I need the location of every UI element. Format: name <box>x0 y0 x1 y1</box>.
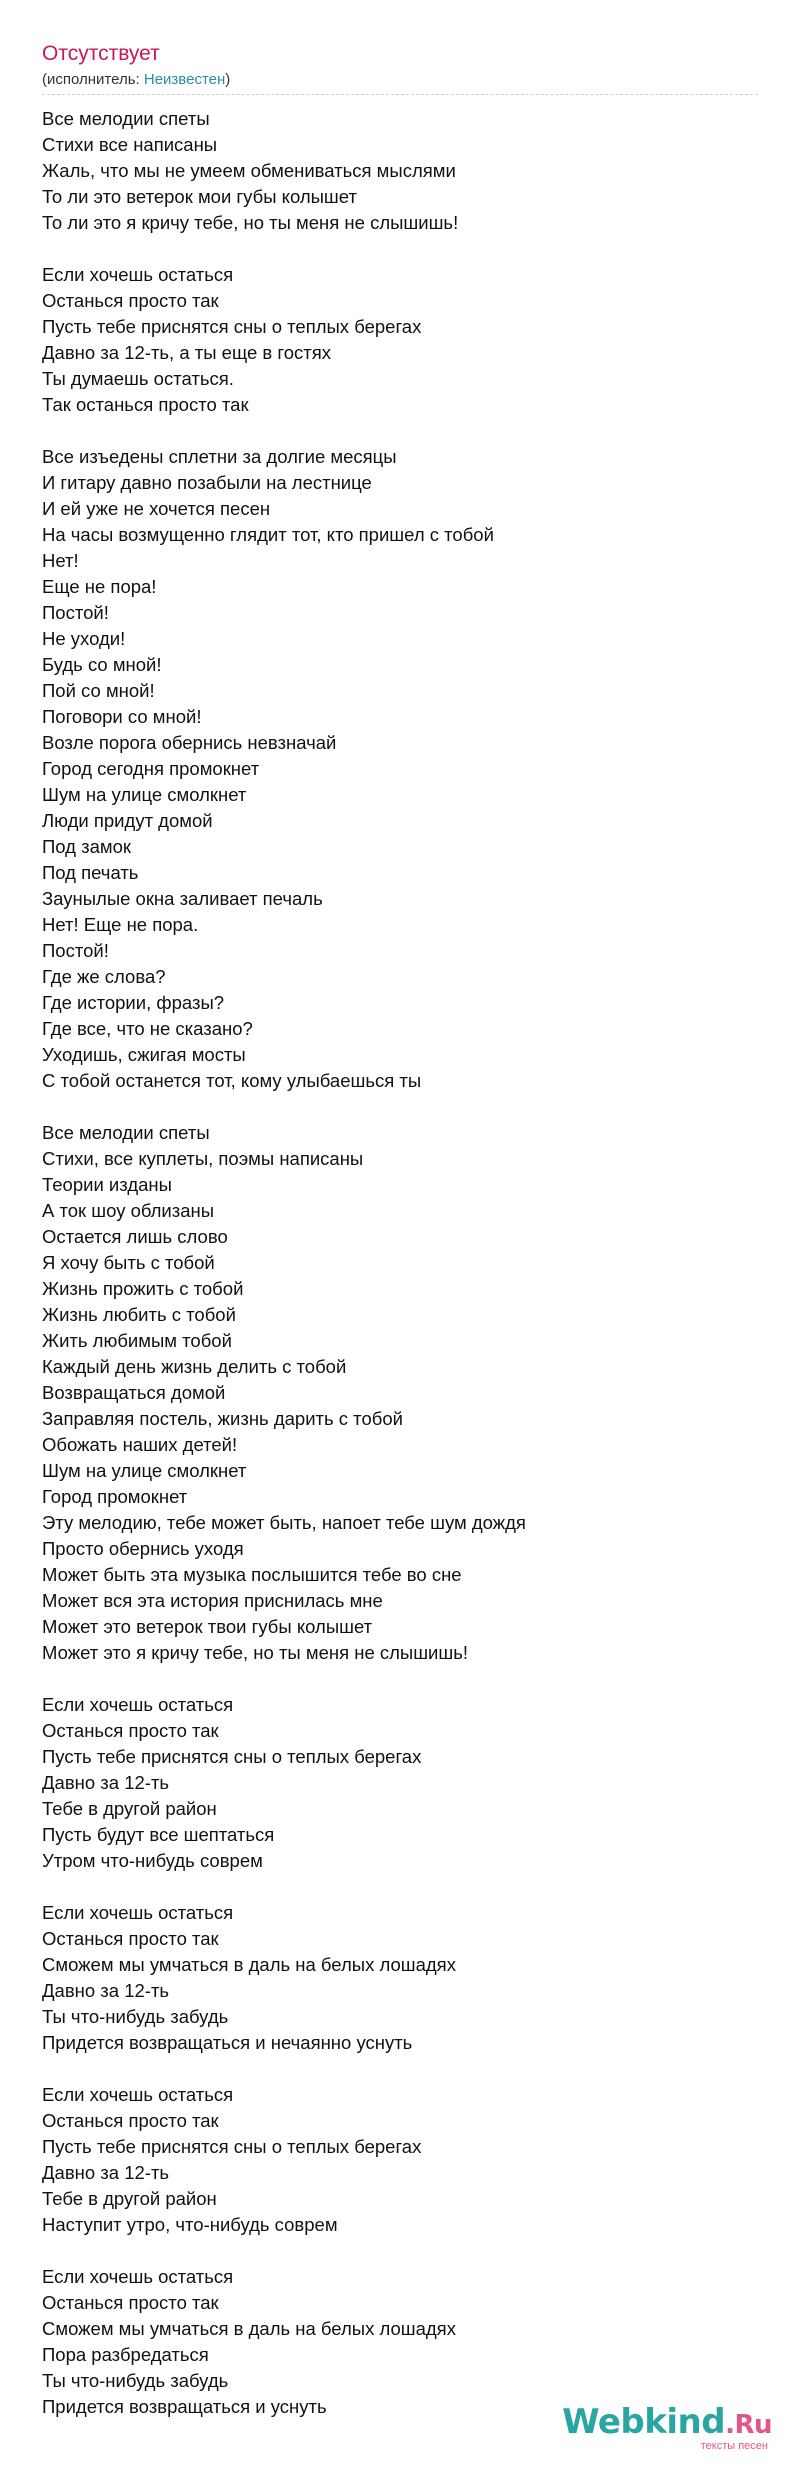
lyric-line: Может быть эта музыка послышится тебе во сне <box>42 1564 462 1585</box>
lyric-line: Тебе в другой район <box>42 2188 217 2209</box>
lyric-line: То ли это ветерок мои губы колышет <box>42 186 357 207</box>
lyric-line: Все мелодии спеты <box>42 108 210 129</box>
lyric-line: Не уходи! <box>42 628 126 649</box>
lyric-line: Тебе в другой район <box>42 1798 217 1819</box>
logo-wordmark <box>562 2403 772 2444</box>
lyric-line: Жизнь прожить с тобой <box>42 1278 244 1299</box>
lyric-line: Останься просто так <box>42 290 219 311</box>
song-header <box>42 40 758 90</box>
artist-suffix: ) <box>225 71 231 88</box>
lyric-line: Под замок <box>42 836 131 857</box>
lyric-line: Жить любимым тобой <box>42 1330 232 1351</box>
lyrics-stanza <box>42 1692 526 1874</box>
artist-line <box>42 70 758 90</box>
lyric-line: Останься просто так <box>42 2110 219 2131</box>
lyric-line: Поговори со мной! <box>42 706 202 727</box>
lyric-line: С тобой останется тот, кому улыбаешься ты <box>42 1070 422 1091</box>
lyric-line: Придется возвращаться и нечаянно уснуть <box>42 2032 413 2053</box>
lyric-line: И ей уже не хочется песен <box>42 498 271 519</box>
lyric-line: Если хочешь остаться <box>42 2266 234 2287</box>
lyric-line: Обожать наших детей! <box>42 1434 238 1455</box>
lyric-line: Каждый день жизнь делить с тобой <box>42 1356 347 1377</box>
logo-subtitle: тексты песен <box>700 2440 768 2452</box>
lyric-line: Где все, что не сказано? <box>42 1018 253 1039</box>
artist-link[interactable]: Неизвестен <box>143 71 226 88</box>
lyric-line: Останься просто так <box>42 1720 219 1741</box>
lyric-line: Может вся эта история приснилась мне <box>42 1590 383 1611</box>
lyric-line: Давно за 12-ть <box>42 1772 170 1793</box>
lyric-line: И гитару давно позабыли на лестнице <box>42 472 372 493</box>
lyric-line: Я хочу быть с тобой <box>42 1252 215 1273</box>
lyric-line: Шум на улице смолкнет <box>42 1460 247 1481</box>
logo-main-text: Webkind <box>562 2402 726 2442</box>
lyric-line: На часы возмущенно глядит тот, кто пришел с тобой <box>42 524 494 545</box>
lyrics-stanza <box>42 2082 526 2238</box>
lyric-line: Ты что-нибудь забудь <box>42 2370 229 2391</box>
lyric-line: Возле порога обернись невзначай <box>42 732 337 753</box>
lyric-line: Ты что-нибудь забудь <box>42 2006 229 2027</box>
lyric-line: Уходишь, сжигая мосты <box>42 1044 246 1065</box>
lyric-line: Пусть тебе приснятся сны о теплых берегах <box>42 1746 422 1767</box>
lyric-line: Люди придут домой <box>42 810 213 831</box>
lyric-line: Ты думаешь остаться. <box>42 368 234 389</box>
lyric-line: Заунылые окна заливает печаль <box>42 888 323 909</box>
lyric-line: Пора разбредаться <box>42 2344 209 2365</box>
lyric-line: А ток шоу облизаны <box>42 1200 215 1221</box>
lyric-line: Будь со мной! <box>42 654 162 675</box>
header-divider <box>42 94 758 95</box>
lyric-line: Придется возвращаться и уснуть <box>42 2396 327 2417</box>
lyric-line: Стихи все написаны <box>42 134 218 155</box>
lyric-line: Стихи, все куплеты, поэмы написаны <box>42 1148 364 1169</box>
lyrics-stanza <box>42 1900 526 2056</box>
lyric-line: Постой! <box>42 602 109 623</box>
lyrics-stanza <box>42 1120 526 1666</box>
lyrics-stanza <box>42 2264 526 2420</box>
lyric-line: Где же слова? <box>42 966 166 987</box>
lyric-line: Просто обернись уходя <box>42 1538 244 1559</box>
lyric-line: Город сегодня промокнет <box>42 758 260 779</box>
lyric-line: Все изъедены сплетни за долгие месяцы <box>42 446 397 467</box>
lyric-line: Город промокнет <box>42 1486 188 1507</box>
lyric-line: Может это ветерок твои губы колышет <box>42 1616 373 1637</box>
lyric-line: Заправляя постель, жизнь дарить с тобой <box>42 1408 403 1429</box>
lyrics-stanza <box>42 444 526 1094</box>
lyric-line: Нет! Еще не пора. <box>42 914 199 935</box>
lyric-line: Жаль, что мы не умеем обмениваться мыслями <box>42 160 456 181</box>
lyric-line: Возвращаться домой <box>42 1382 226 1403</box>
lyric-line: Остается лишь слово <box>42 1226 228 1247</box>
lyrics-body <box>42 106 526 2446</box>
lyric-line: Сможем мы умчаться в даль на белых лошадях <box>42 1954 456 1975</box>
site-logo[interactable] <box>562 2403 772 2452</box>
lyric-line: Так останься просто так <box>42 394 249 415</box>
lyric-line: Где истории, фразы? <box>42 992 225 1013</box>
lyrics-stanza <box>42 262 526 418</box>
lyric-line: Давно за 12-ть <box>42 2162 170 2183</box>
lyric-line: Пусть будут все шептаться <box>42 1824 275 1845</box>
lyric-line: Давно за 12-ть <box>42 1980 170 2001</box>
lyric-line: Пусть тебе приснятся сны о теплых берегах <box>42 2136 422 2157</box>
lyric-line: Утром что-нибудь соврем <box>42 1850 263 1871</box>
lyric-line: Если хочешь остаться <box>42 1694 234 1715</box>
lyric-line: Если хочешь остаться <box>42 1902 234 1923</box>
song-title: Отсутствует <box>42 42 160 65</box>
lyric-line: Останься просто так <box>42 2292 219 2313</box>
lyric-line: Эту мелодию, тебе может быть, напоет тебе шум дождя <box>42 1512 526 1533</box>
lyric-line: Если хочешь остаться <box>42 2084 234 2105</box>
lyric-line: Шум на улице смолкнет <box>42 784 247 805</box>
lyric-line: Наступит утро, что-нибудь соврем <box>42 2214 338 2235</box>
artist-prefix: (исполнитель: <box>42 71 144 88</box>
lyric-line: То ли это я кричу тебе, но ты меня не слышишь! <box>42 212 459 233</box>
lyric-line: Под печать <box>42 862 139 883</box>
lyric-line: Пусть тебе приснятся сны о теплых берегах <box>42 316 422 337</box>
lyric-line: Теории изданы <box>42 1174 172 1195</box>
lyric-line: Если хочешь остаться <box>42 264 234 285</box>
lyric-line: Нет! <box>42 550 79 571</box>
lyric-line: Останься просто так <box>42 1928 219 1949</box>
lyric-line: Жизнь любить с тобой <box>42 1304 236 1325</box>
lyric-line: Может это я кричу тебе, но ты меня не слышишь! <box>42 1642 469 1663</box>
lyrics-stanza <box>42 106 526 236</box>
lyric-line: Пой со мной! <box>42 680 155 701</box>
lyric-line: Давно за 12-ть, а ты еще в гостях <box>42 342 331 363</box>
logo-tld: .Ru <box>725 2410 772 2440</box>
lyric-line: Постой! <box>42 940 109 961</box>
lyric-line: Сможем мы умчаться в даль на белых лошадях <box>42 2318 456 2339</box>
lyric-line: Еще не пора! <box>42 576 157 597</box>
lyric-line: Все мелодии спеты <box>42 1122 210 1143</box>
